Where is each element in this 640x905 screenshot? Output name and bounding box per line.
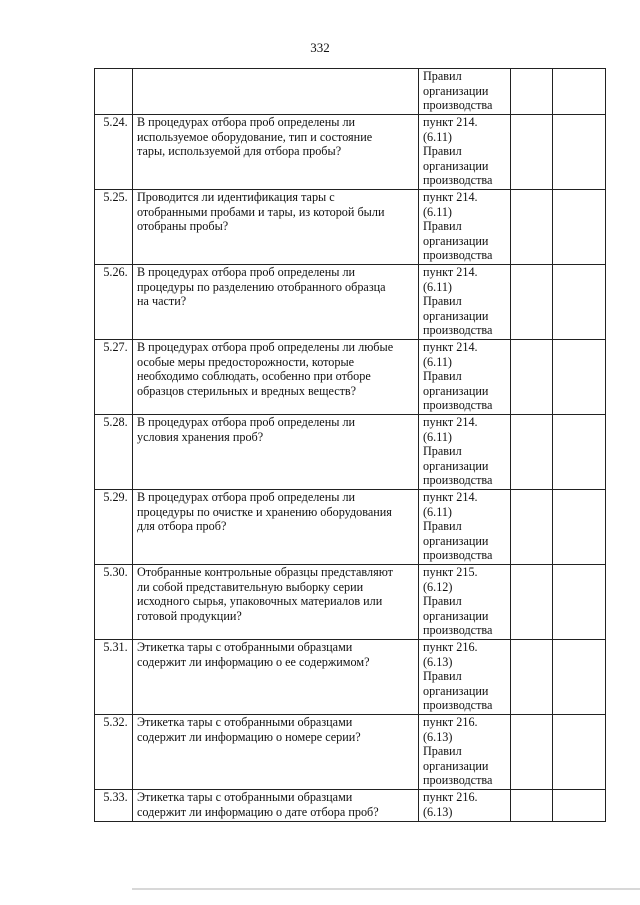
table-row bbox=[95, 565, 606, 640]
reference-line: производства bbox=[423, 773, 493, 788]
reference-line: Правил bbox=[423, 294, 462, 309]
question-cell bbox=[133, 340, 419, 415]
checklist-table-body bbox=[95, 69, 606, 822]
item-number-cell bbox=[95, 790, 133, 822]
scan-edge-line bbox=[132, 888, 640, 890]
reference-line: пункт 214. bbox=[423, 340, 478, 354]
question-cell bbox=[133, 69, 419, 115]
answer-no-cell[interactable] bbox=[553, 565, 606, 640]
answer-yes-cell[interactable] bbox=[511, 115, 553, 190]
answer-no-cell[interactable] bbox=[553, 340, 606, 415]
question-cell bbox=[133, 265, 419, 340]
reference-cell bbox=[419, 490, 511, 565]
reference-cell bbox=[419, 565, 511, 640]
reference-line: организации bbox=[423, 608, 489, 623]
question-text: В процедурах отбора проб определены ли условия хранения проб? bbox=[137, 415, 356, 444]
answer-yes-cell[interactable] bbox=[511, 69, 553, 115]
answer-yes-cell[interactable] bbox=[511, 190, 553, 265]
reference-line: организации bbox=[423, 683, 489, 698]
item-number-cell bbox=[95, 415, 133, 490]
answer-no-cell[interactable] bbox=[553, 265, 606, 340]
reference-cell bbox=[419, 640, 511, 715]
item-number: 5.28. bbox=[103, 415, 128, 429]
question-cell bbox=[133, 640, 419, 715]
reference-line: организации bbox=[423, 533, 489, 548]
item-number: 5.24. bbox=[103, 115, 128, 129]
answer-no-cell[interactable] bbox=[553, 715, 606, 790]
question-text: Этикетка тары с отобранными образцами содержит ли информацию о номере серии? bbox=[137, 715, 361, 744]
reference-cell bbox=[419, 190, 511, 265]
reference-line: Правил bbox=[423, 444, 462, 459]
reference-line: Правил bbox=[423, 594, 462, 609]
question-cell bbox=[133, 415, 419, 490]
answer-yes-cell[interactable] bbox=[511, 415, 553, 490]
reference-line: организации bbox=[423, 158, 489, 173]
answer-yes-cell[interactable] bbox=[511, 490, 553, 565]
answer-yes-cell[interactable] bbox=[511, 715, 553, 790]
reference-cell bbox=[419, 715, 511, 790]
reference-line: производства bbox=[423, 623, 493, 638]
item-number: 5.27. bbox=[103, 340, 128, 354]
checklist-table bbox=[94, 68, 606, 822]
item-number: 5.30. bbox=[103, 565, 128, 579]
table-row bbox=[95, 490, 606, 565]
reference-line: (6.11) bbox=[423, 429, 452, 444]
reference-line: производства bbox=[423, 548, 493, 563]
reference-line: (6.11) bbox=[423, 354, 452, 369]
reference-line: Правил bbox=[423, 369, 462, 384]
answer-no-cell[interactable] bbox=[553, 115, 606, 190]
item-number-cell bbox=[95, 340, 133, 415]
reference-line: пункт 215. bbox=[423, 565, 478, 579]
reference-cell bbox=[419, 115, 511, 190]
reference-line: (6.13) bbox=[423, 729, 453, 744]
item-number: 5.33. bbox=[103, 790, 128, 804]
reference-line: (6.12) bbox=[423, 579, 453, 594]
reference-line: Правил bbox=[423, 669, 462, 684]
answer-yes-cell[interactable] bbox=[511, 340, 553, 415]
reference-line: пункт 216. bbox=[423, 790, 478, 804]
question-cell bbox=[133, 715, 419, 790]
reference-line: пункт 214. bbox=[423, 265, 478, 279]
item-number-cell bbox=[95, 265, 133, 340]
answer-no-cell[interactable] bbox=[553, 415, 606, 490]
item-number-cell bbox=[95, 115, 133, 190]
reference-line: организации bbox=[423, 83, 489, 98]
item-number-cell bbox=[95, 565, 133, 640]
item-number-cell bbox=[95, 490, 133, 565]
table-row bbox=[95, 640, 606, 715]
question-text: В процедурах отбора проб определены ли любые особые меры предосторожности, которые необходимо соблюдать, особенно при отборе образцов стерильных и вредных веществ? bbox=[137, 340, 394, 398]
table-row bbox=[95, 69, 606, 115]
reference-line: организации bbox=[423, 758, 489, 773]
table-row bbox=[95, 715, 606, 790]
table-row bbox=[95, 340, 606, 415]
reference-line: Правил bbox=[423, 219, 462, 234]
reference-line: пункт 214. bbox=[423, 415, 478, 429]
reference-line: производства bbox=[423, 698, 493, 713]
reference-cell bbox=[419, 415, 511, 490]
reference-line: организации bbox=[423, 308, 489, 323]
reference-line: организации bbox=[423, 233, 489, 248]
answer-no-cell[interactable] bbox=[553, 640, 606, 715]
question-cell bbox=[133, 190, 419, 265]
reference-line: производства bbox=[423, 248, 493, 263]
answer-no-cell[interactable] bbox=[553, 790, 606, 822]
item-number-cell bbox=[95, 715, 133, 790]
page-number: 332 bbox=[310, 40, 330, 55]
answer-no-cell[interactable] bbox=[553, 490, 606, 565]
item-number: 5.31. bbox=[103, 640, 128, 654]
reference-line: Правил bbox=[423, 144, 462, 159]
item-number-cell bbox=[95, 69, 133, 115]
question-text: В процедурах отбора проб определены ли процедуры по очистке и хранению оборудования для отбора проб? bbox=[137, 490, 392, 534]
reference-cell bbox=[419, 340, 511, 415]
reference-line: (6.11) bbox=[423, 204, 452, 219]
question-cell bbox=[133, 115, 419, 190]
question-text: Проводится ли идентификация тары с отобранными пробами и тары, из которой были отобраны пробы? bbox=[137, 190, 385, 234]
reference-line: пункт 214. bbox=[423, 490, 478, 504]
answer-yes-cell[interactable] bbox=[511, 640, 553, 715]
reference-line: Правил bbox=[423, 519, 462, 534]
table-row bbox=[95, 265, 606, 340]
reference-line: Правил bbox=[423, 69, 462, 83]
item-number: 5.26. bbox=[103, 265, 128, 279]
reference-line: (6.11) bbox=[423, 504, 452, 519]
question-cell bbox=[133, 565, 419, 640]
item-number-cell bbox=[95, 190, 133, 265]
reference-line: пункт 214. bbox=[423, 190, 478, 204]
table-row bbox=[95, 115, 606, 190]
reference-cell bbox=[419, 69, 511, 115]
answer-yes-cell[interactable] bbox=[511, 790, 553, 822]
reference-line: производства bbox=[423, 323, 493, 338]
item-number-cell bbox=[95, 640, 133, 715]
item-number: 5.29. bbox=[103, 490, 128, 504]
reference-line: пункт 216. bbox=[423, 640, 478, 654]
reference-line: (6.13) bbox=[423, 804, 453, 819]
question-text: Отобранные контрольные образцы представляют ли собой представительную выборку серии исходного сырья, упаковочных материалов или готовой продукции? bbox=[137, 565, 393, 623]
reference-line: производства bbox=[423, 173, 493, 188]
question-text: Этикетка тары с отобранными образцами содержит ли информацию о ее содержимом? bbox=[137, 640, 370, 669]
question-cell bbox=[133, 790, 419, 822]
reference-line: производства bbox=[423, 473, 493, 488]
question-cell bbox=[133, 490, 419, 565]
reference-line: (6.11) bbox=[423, 129, 452, 144]
table-row bbox=[95, 190, 606, 265]
reference-line: пункт 214. bbox=[423, 115, 478, 129]
table-row bbox=[95, 790, 606, 822]
item-number: 5.25. bbox=[103, 190, 128, 204]
reference-line: (6.13) bbox=[423, 654, 453, 669]
question-text: В процедурах отбора проб определены ли используемое оборудование, тип и состояние тары, используемой для отбора пробы? bbox=[137, 115, 373, 159]
answer-no-cell[interactable] bbox=[553, 190, 606, 265]
reference-line: производства bbox=[423, 398, 493, 413]
reference-line: производства bbox=[423, 98, 493, 113]
answer-yes-cell[interactable] bbox=[511, 565, 553, 640]
question-text: В процедурах отбора проб определены ли процедуры по разделению отобранного образца на части? bbox=[137, 265, 386, 309]
answer-yes-cell[interactable] bbox=[511, 265, 553, 340]
reference-cell bbox=[419, 790, 511, 822]
answer-no-cell[interactable] bbox=[553, 69, 606, 115]
question-text: Этикетка тары с отобранными образцами содержит ли информацию о дате отбора проб? bbox=[137, 790, 379, 819]
reference-line: пункт 216. bbox=[423, 715, 478, 729]
reference-line: (6.11) bbox=[423, 279, 452, 294]
table-row bbox=[95, 415, 606, 490]
reference-line: Правил bbox=[423, 744, 462, 759]
item-number: 5.32. bbox=[103, 715, 128, 729]
reference-cell bbox=[419, 265, 511, 340]
reference-line: организации bbox=[423, 383, 489, 398]
reference-line: организации bbox=[423, 458, 489, 473]
